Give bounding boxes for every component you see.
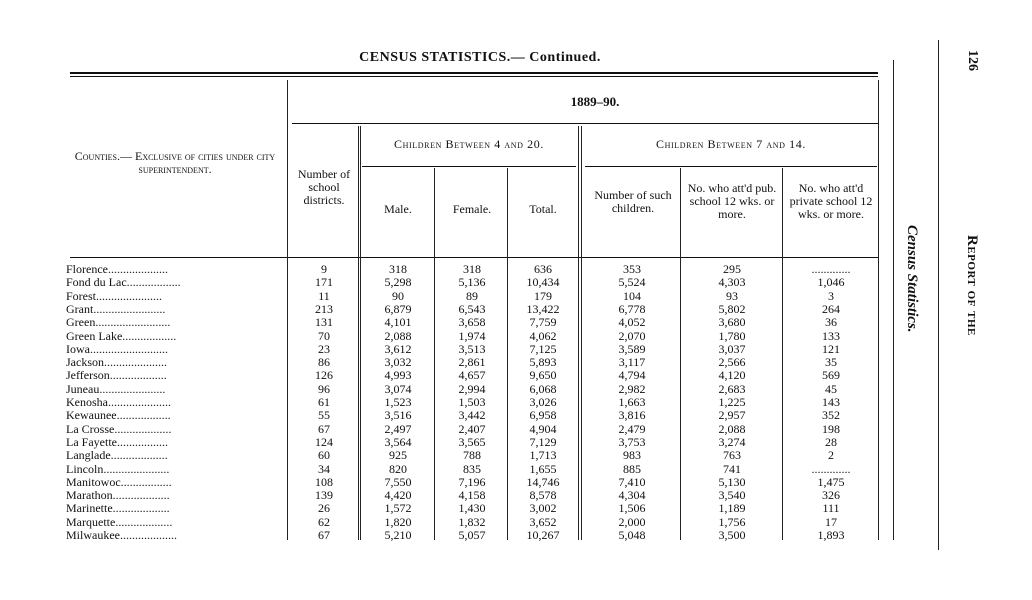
cell-districts: 61 <box>318 395 330 409</box>
cell-number: 104 <box>623 288 641 303</box>
side-report-title: Report of the <box>964 235 980 336</box>
cell-number: 2,479 <box>618 421 646 436</box>
table-row <box>0 516 1032 529</box>
cell-female: 4,158 <box>458 488 486 503</box>
cell-private: 1,046 <box>817 275 845 290</box>
cell-districts: 131 <box>315 315 333 330</box>
cell-number: 353 <box>623 262 641 276</box>
group-header-7-to-14: Children Between 7 and 14. <box>656 137 806 151</box>
cell-female: 788 <box>463 448 481 463</box>
cell-public: 741 <box>723 461 741 476</box>
cell-private: 326 <box>822 488 840 503</box>
cell-public: 93 <box>726 288 738 303</box>
cell-female: 1,832 <box>458 514 486 529</box>
cell-private: 133 <box>822 328 840 343</box>
cell-female: 2,994 <box>458 381 486 396</box>
cell-public: 3,274 <box>718 434 746 449</box>
cell-county: Green Lake.................. <box>66 329 177 343</box>
cell-county: La Crosse................... <box>66 422 172 436</box>
cell-districts: 108 <box>315 474 333 489</box>
cell-number: 2,982 <box>618 381 646 396</box>
cell-female: 7,196 <box>458 474 486 489</box>
number-column-header: Number of such children. <box>594 188 672 215</box>
cell-county: Juneau...................... <box>66 382 166 396</box>
public-column-header: No. who att'd pub. school 12 wks. or more. <box>687 181 777 221</box>
column-header-rule <box>70 257 878 258</box>
cell-total: 8,578 <box>529 488 557 503</box>
cell-male: 3,612 <box>384 341 412 356</box>
cell-male: 2,088 <box>384 328 412 343</box>
cell-county: Florence.................... <box>66 263 168 276</box>
cell-public: 2,683 <box>718 381 746 396</box>
table-row <box>0 290 1032 303</box>
cell-number: 3,753 <box>618 434 646 449</box>
cell-number: 4,052 <box>618 315 646 330</box>
cell-male: 5,210 <box>384 528 412 542</box>
cell-public: 295 <box>723 262 741 276</box>
cell-total: 7,125 <box>529 341 557 356</box>
cell-private: ............. <box>811 461 851 476</box>
cell-districts: 96 <box>318 381 330 396</box>
cell-female: 1,430 <box>458 501 486 516</box>
cell-total: 10,267 <box>526 528 560 542</box>
cell-male: 6,879 <box>384 301 412 316</box>
cell-total: 4,062 <box>529 328 557 343</box>
cell-districts: 26 <box>318 501 330 516</box>
cell-male: 318 <box>389 262 407 276</box>
cell-county: Kewaunee.................. <box>66 409 171 423</box>
cell-county: Jefferson................... <box>66 369 167 383</box>
cell-male: 5,298 <box>384 275 412 290</box>
cell-public: 5,802 <box>718 301 746 316</box>
cell-number: 3,117 <box>618 355 646 370</box>
cell-private: 28 <box>825 434 837 449</box>
table-row <box>0 529 1032 542</box>
cell-total: 3,002 <box>529 501 557 516</box>
table-row <box>0 330 1032 343</box>
cell-male: 1,572 <box>384 501 412 516</box>
cell-county: Jackson..................... <box>66 356 167 370</box>
cell-total: 10,434 <box>526 275 560 290</box>
cell-private: 36 <box>825 315 837 330</box>
cell-number: 1,663 <box>618 395 646 409</box>
cell-county: Green......................... <box>66 316 171 330</box>
cell-private: 121 <box>822 341 840 356</box>
table-row <box>0 316 1032 329</box>
table-row <box>0 369 1032 382</box>
group-rule-left <box>362 166 576 167</box>
cell-districts: 62 <box>318 514 330 529</box>
page-number: 126 <box>965 50 980 71</box>
cell-public: 1,756 <box>718 514 746 529</box>
cell-districts: 86 <box>318 355 330 370</box>
cell-total: 5,893 <box>529 355 557 370</box>
cell-female: 318 <box>463 262 481 276</box>
female-column-header: Female. <box>452 202 492 216</box>
cell-male: 3,074 <box>384 381 412 396</box>
cell-county: Grant........................ <box>66 302 166 316</box>
cell-private: 264 <box>822 301 840 316</box>
cell-county: Forest...................... <box>66 289 162 303</box>
cell-number: 7,410 <box>618 474 646 489</box>
cell-male: 90 <box>392 288 404 303</box>
cell-number: 4,304 <box>618 488 646 503</box>
cell-county: Langlade................... <box>66 449 168 463</box>
table-row <box>0 383 1032 396</box>
cell-total: 6,068 <box>529 381 557 396</box>
cell-male: 925 <box>389 448 407 463</box>
districts-column-header: Number of school districts. <box>297 167 351 207</box>
cell-private: 35 <box>825 355 837 370</box>
cell-male: 4,420 <box>384 488 412 503</box>
table-row <box>0 343 1032 356</box>
cell-female: 3,513 <box>458 341 486 356</box>
cell-county: Marinette................... <box>66 502 170 516</box>
cell-total: 3,652 <box>529 514 557 529</box>
table-row <box>0 303 1032 316</box>
cell-number: 3,816 <box>618 408 646 423</box>
cell-public: 2,957 <box>718 408 746 423</box>
cell-districts: 171 <box>315 275 333 290</box>
cell-total: 1,713 <box>529 448 557 463</box>
cell-districts: 124 <box>315 434 333 449</box>
cell-private: 143 <box>822 395 840 409</box>
cell-public: 3,500 <box>718 528 746 542</box>
cell-county: Lincoln...................... <box>66 462 170 476</box>
group-rule-right <box>585 166 877 167</box>
table-row <box>0 409 1032 422</box>
cell-districts: 213 <box>315 301 333 316</box>
cell-number: 1,506 <box>618 501 646 516</box>
cell-female: 5,136 <box>458 275 486 290</box>
cell-female: 1,503 <box>458 395 486 409</box>
cell-male: 4,993 <box>384 368 412 383</box>
table-row <box>0 356 1032 369</box>
cell-public: 1,189 <box>718 501 746 516</box>
cell-county: Milwaukee................... <box>66 529 177 542</box>
cell-total: 9,650 <box>529 368 557 383</box>
cell-male: 820 <box>389 461 407 476</box>
counties-column-header: Counties.— Exclusive of cities under city superintendent. <box>74 149 276 176</box>
cell-female: 89 <box>466 288 478 303</box>
cell-public: 2,566 <box>718 355 746 370</box>
cell-number: 5,524 <box>618 275 646 290</box>
cell-male: 1,820 <box>384 514 412 529</box>
cell-private: ............. <box>811 262 851 276</box>
cell-male: 2,497 <box>384 421 412 436</box>
table-row <box>0 263 1032 276</box>
cell-public: 4,120 <box>718 368 746 383</box>
cell-districts: 9 <box>321 262 327 276</box>
cell-male: 4,101 <box>384 315 412 330</box>
cell-districts: 139 <box>315 488 333 503</box>
cell-female: 6,543 <box>458 301 486 316</box>
table-row <box>0 449 1032 462</box>
cell-public: 4,303 <box>718 275 746 290</box>
cell-female: 835 <box>463 461 481 476</box>
cell-public: 3,037 <box>718 341 746 356</box>
page-header: CENSUS STATISTICS.— Continued. <box>359 50 601 65</box>
cell-public: 763 <box>723 448 741 463</box>
cell-female: 3,442 <box>458 408 486 423</box>
table-row <box>0 423 1032 436</box>
header-rule-bottom <box>70 76 878 77</box>
side-section-title: Census Statistics. <box>904 225 920 333</box>
cell-county: La Fayette................. <box>66 435 168 449</box>
cell-public: 2,088 <box>718 421 746 436</box>
cell-number: 983 <box>623 448 641 463</box>
cell-private: 111 <box>822 501 840 516</box>
cell-county: Marquette................... <box>66 515 173 529</box>
cell-districts: 23 <box>318 341 330 356</box>
cell-total: 1,655 <box>529 461 557 476</box>
table-row <box>0 502 1032 515</box>
cell-male: 1,523 <box>384 395 412 409</box>
cell-male: 7,550 <box>384 474 412 489</box>
cell-public: 3,540 <box>718 488 746 503</box>
group-header-4-to-20: Children Between 4 and 20. <box>394 137 544 151</box>
cell-number: 885 <box>623 461 641 476</box>
cell-county: Fond du Lac.................. <box>66 276 181 290</box>
cell-private: 1,893 <box>817 528 845 542</box>
cell-county: Marathon................... <box>66 489 170 503</box>
cell-public: 1,780 <box>718 328 746 343</box>
cell-districts: 34 <box>318 461 330 476</box>
cell-public: 1,225 <box>718 395 746 409</box>
cell-male: 3,564 <box>384 434 412 449</box>
cell-female: 3,658 <box>458 315 486 330</box>
cell-female: 2,861 <box>458 355 486 370</box>
cell-number: 4,794 <box>618 368 646 383</box>
cell-private: 17 <box>825 514 837 529</box>
cell-male: 3,032 <box>384 355 412 370</box>
cell-county: Iowa.......................... <box>66 342 168 356</box>
cell-female: 1,974 <box>458 328 486 343</box>
cell-total: 636 <box>534 262 552 276</box>
cell-private: 352 <box>822 408 840 423</box>
cell-county: Kenosha..................... <box>66 396 171 409</box>
cell-total: 4,904 <box>529 421 557 436</box>
cell-public: 5,130 <box>718 474 746 489</box>
cell-number: 6,778 <box>618 301 646 316</box>
cell-total: 7,129 <box>529 434 557 449</box>
cell-private: 2 <box>828 448 834 463</box>
cell-private: 198 <box>822 421 840 436</box>
cell-number: 5,048 <box>618 528 646 542</box>
total-column-header: Total. <box>529 202 557 216</box>
cell-districts: 11 <box>318 288 330 303</box>
cell-districts: 67 <box>318 528 330 542</box>
male-column-header: Male. <box>384 202 412 216</box>
cell-male: 3,516 <box>384 408 412 423</box>
cell-county: Manitowoc................. <box>66 475 172 489</box>
cell-number: 2,000 <box>618 514 646 529</box>
cell-districts: 126 <box>315 368 333 383</box>
cell-number: 3,589 <box>618 341 646 356</box>
cell-total: 14,746 <box>526 474 560 489</box>
cell-districts: 67 <box>318 421 330 436</box>
table-row <box>0 463 1032 476</box>
cell-female: 4,657 <box>458 368 486 383</box>
cell-total: 3,026 <box>529 395 557 409</box>
cell-total: 13,422 <box>526 301 560 316</box>
cell-total: 7,759 <box>529 315 557 330</box>
cell-female: 3,565 <box>458 434 486 449</box>
cell-female: 5,057 <box>458 528 486 542</box>
table-row <box>0 489 1032 502</box>
year-heading: 1889–90. <box>570 94 620 109</box>
table-row <box>0 436 1032 449</box>
table-row <box>0 396 1032 409</box>
table-row <box>0 476 1032 489</box>
cell-districts: 70 <box>318 328 330 343</box>
year-rule <box>292 123 878 124</box>
cell-districts: 55 <box>318 408 330 423</box>
table-row <box>0 276 1032 289</box>
cell-total: 6,958 <box>529 408 557 423</box>
cell-districts: 60 <box>318 448 330 463</box>
cell-female: 2,407 <box>458 421 486 436</box>
cell-private: 45 <box>825 381 837 396</box>
cell-total: 179 <box>534 288 552 303</box>
cell-public: 3,680 <box>718 315 746 330</box>
cell-private: 3 <box>828 288 834 303</box>
private-column-header: No. who att'd private school 12 wks. or more. <box>789 181 873 221</box>
cell-private: 1,475 <box>817 474 845 489</box>
cell-number: 2,070 <box>618 328 646 343</box>
header-rule-top <box>70 72 878 74</box>
cell-private: 569 <box>822 368 840 383</box>
